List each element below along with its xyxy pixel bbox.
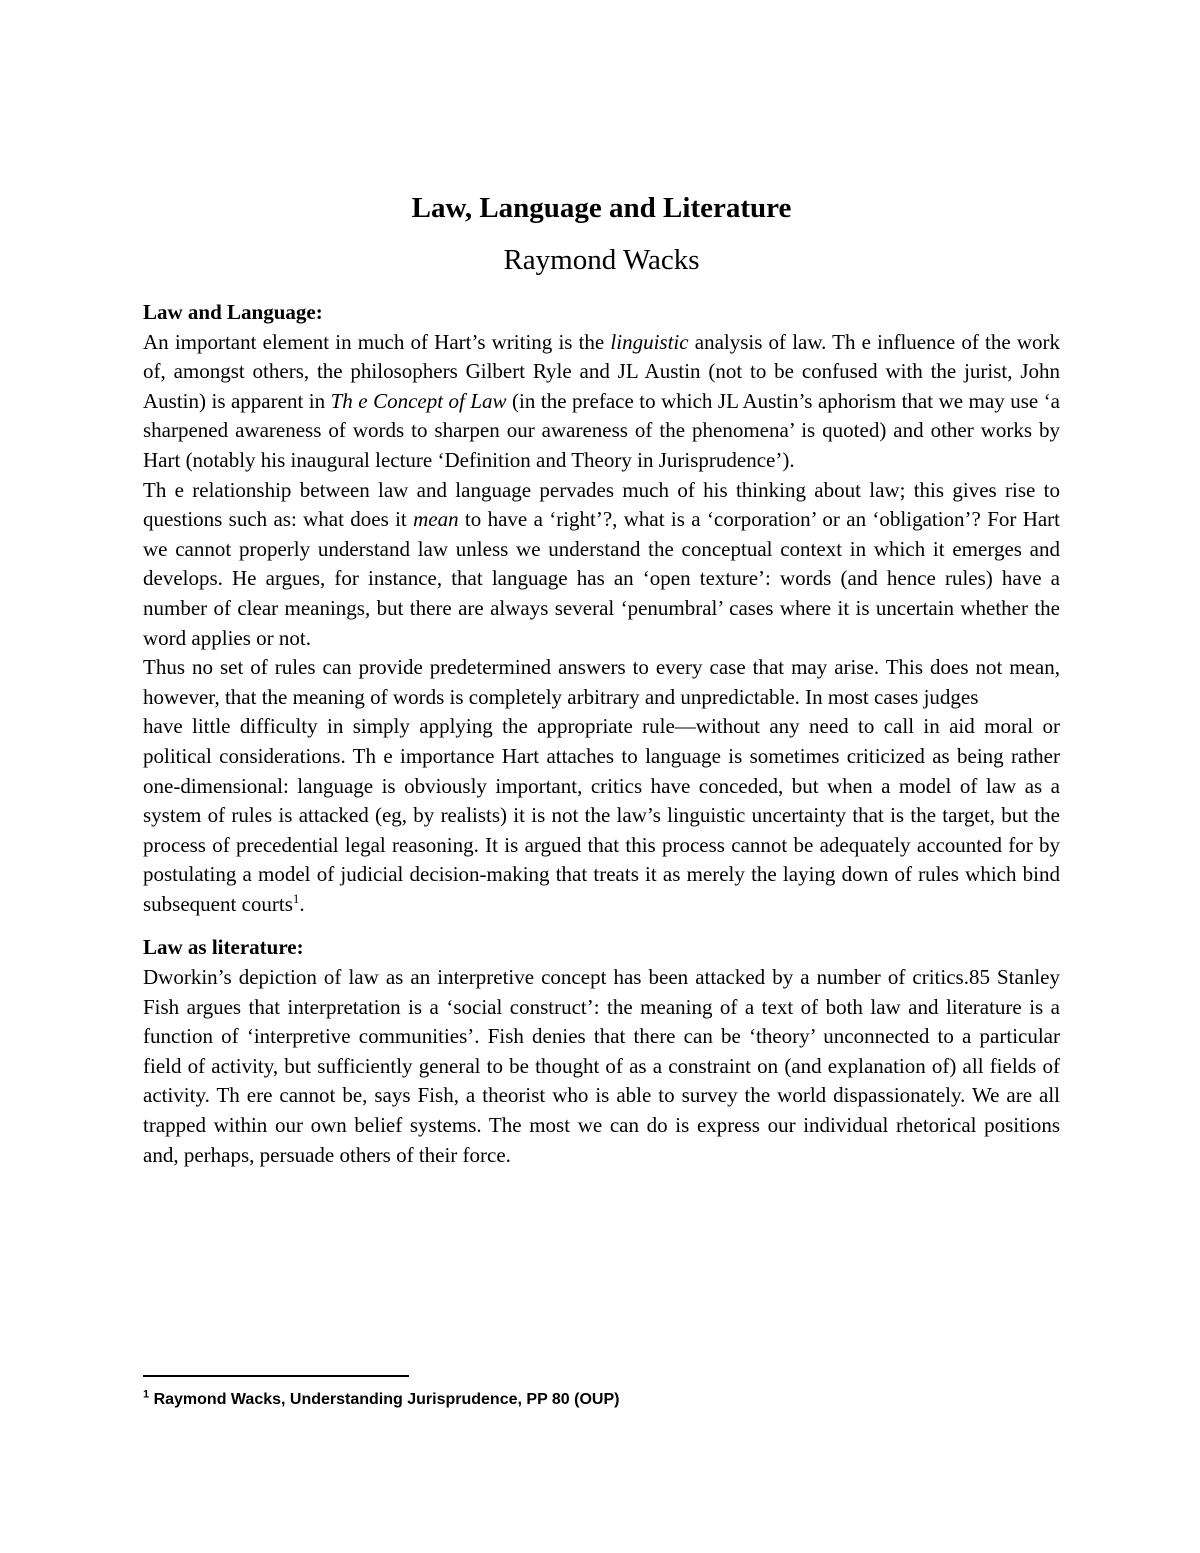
paragraph-text: .	[299, 891, 305, 916]
footnote-divider	[143, 1375, 409, 1377]
section-heading-law-as-literature: Law as literature:	[143, 935, 304, 960]
paragraph	[143, 328, 1060, 476]
footnote-reference[interactable]: 1	[292, 890, 300, 906]
footnote	[143, 1389, 619, 1411]
paragraph-text: have little difficulty in simply applying the appropriate rule—without any need to call in aid moral or political considerations. Th e importance Hart attaches to language is sometimes criticized as being rather one-dimensional: language is obviously important, critics have conceded, but when a model of law as a system of rules is attacked (eg, by realists) it is not the law’s linguistic uncertainty that is the target, but the process of precedential legal reasoning. It is argued that this process cannot be adequately accounted for by postulating a model of judicial decision-making that treats it as merely the laying down of rules which bind subsequent courts	[143, 714, 1060, 916]
paragraph	[143, 963, 1060, 1170]
paragraph-text: to have a ‘right’?, what is a ‘corporation’ or an ‘obligation’? For Hart we cannot properly understand law unless we understand the conceptual context in which it emerges and develops. He argues, for instance, that language has an ‘open texture’: words (and hence rules) have a number of clear meanings, but there are always several ‘penumbral’ cases where it is uncertain whether the word applies or not.	[143, 507, 1061, 650]
paragraph-text: Thus no set of rules can provide predetermined answers to every case that may arise. This does not mean, however, that the meaning of words is completely arbitrary and unpredictable. In most cases judges	[143, 655, 1060, 709]
paragraph	[143, 712, 1060, 919]
italic-term: linguistic	[610, 329, 689, 354]
paragraph	[143, 653, 1060, 712]
book-title: Th e Concept of Law	[330, 388, 507, 413]
paragraph-text: (in the preface to which JL Austin’s aphorism that we may use ‘a sharpened awareness of words to sharpen our awareness of the phenomena’ is quoted) and other works by Hart (notably his inaugural lecture ‘Definition and Theory in Jurisprudence’).	[143, 388, 1060, 472]
document-author: Raymond Wacks	[503, 244, 700, 276]
document-page	[143, 188, 1060, 1170]
paragraph-text: Th e relationship between law and language pervades much of his thinking about law; this gives rise to questions such as: what does it	[143, 477, 1060, 532]
document-title: Law, Language and Literature	[411, 192, 792, 224]
footnote-text: Raymond Wacks, Understanding Jurisprudence, PP 80 (OUP)	[149, 1391, 620, 1408]
italic-term: mean	[413, 507, 459, 532]
paragraph-text: Dworkin’s depiction of law as an interpretive concept has been attacked by a number of critics.85 Stanley Fish argues that interpretation is a ‘social construct’: the meaning of a text of both law and literature is a function of ‘interpretive communities’. Fish denies that there can be ‘theory’ unconnected to a particular field of activity, but sufficiently general to be thought of as a constraint on (and explanation of) all fields of activity. Th ere cannot be, says Fish, a theorist who is able to survey the world dispassionately. We are all trapped within our own belief systems. The most we can do is express our individual rhetorical positions and, perhaps, persuade others of their force.	[143, 965, 1060, 1167]
paragraph	[143, 476, 1060, 654]
section-heading-law-and-language: Law and Language:	[143, 300, 323, 324]
paragraph-text: An important element in much of Hart’s writing is the	[143, 329, 611, 354]
paragraph-text: analysis of law. Th e influence of the work of, amongst others, the philosophers Gilbert Ryle and JL Austin (not to be confused with the jurist, John Austin) is apparent in	[143, 329, 1060, 413]
footnote-marker: 1	[143, 1388, 150, 1401]
